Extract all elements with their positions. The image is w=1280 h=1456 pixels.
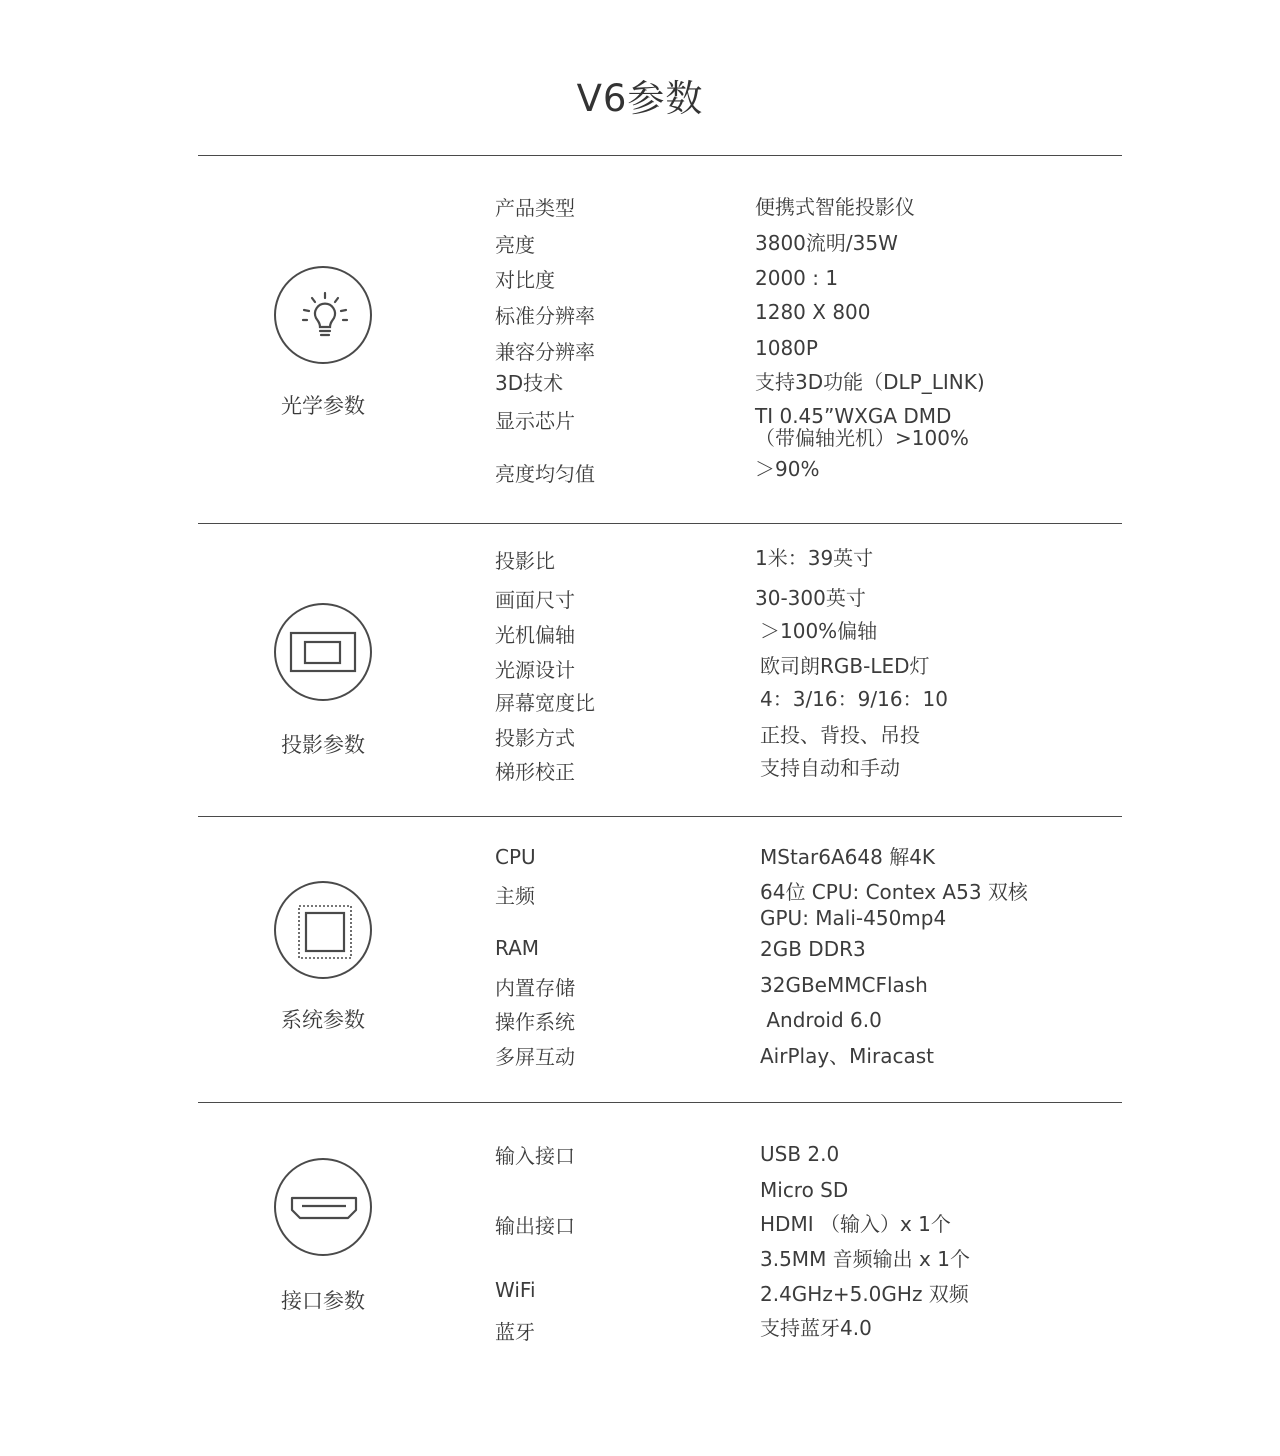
spec-key: 投影比 (495, 549, 555, 573)
spec-key: 输入接口 (495, 1144, 575, 1168)
spec-value: USB 2.0 (760, 1142, 840, 1166)
spec-value: 正投、背投、吊投 (760, 723, 920, 747)
spec-value: 1280 X 800 (755, 300, 871, 324)
spec-key: 光源设计 (495, 658, 575, 682)
page-title: V6参数 (576, 77, 704, 120)
spec-key: 投影方式 (495, 726, 575, 750)
spec-value: 4：3/16：9/16：10 (760, 687, 948, 711)
spec-key: 显示芯片 (495, 409, 575, 433)
spec-value: 欧司朗RGB-LED灯 (760, 654, 930, 678)
spec-key: 主频 (495, 884, 535, 908)
spec-value: MStar6A648 解4K (760, 845, 936, 869)
spec-key: 光机偏轴 (495, 623, 575, 647)
spec-key: 3D技术 (495, 371, 564, 395)
spec-key: 操作系统 (495, 1010, 575, 1034)
spec-value: 便携式智能投影仪 (755, 195, 915, 219)
section-label: 投影参数 (281, 733, 365, 757)
spec-value: 32GBeMMCFlash (760, 973, 928, 997)
spec-key: 内置存储 (495, 976, 575, 1000)
spec-value: 支持自动和手动 (760, 756, 900, 780)
section-label: 接口参数 (281, 1289, 365, 1313)
spec-value: 64位 CPU: Contex A53 双核 (760, 880, 1028, 904)
section-label: 系统参数 (281, 1008, 365, 1032)
spec-key: 兼容分辨率 (495, 340, 595, 364)
spec-value: 2.4GHz+5.0GHz 双频 (760, 1282, 969, 1306)
section-label: 光学参数 (281, 394, 365, 418)
spec-key: RAM (495, 936, 540, 960)
spec-value-line2: Micro SD (760, 1178, 849, 1202)
icon-circle (274, 603, 372, 701)
spec-value: 支持蓝牙4.0 (760, 1316, 872, 1340)
spec-value-line2: （带偏轴光机）>100% (755, 426, 969, 450)
spec-value: Android 6.0 (760, 1008, 882, 1032)
spec-value: TI 0.45”WXGA DMD (755, 404, 952, 428)
spec-key: 梯形校正 (495, 760, 575, 784)
spec-value-line2: GPU: Mali-450mp4 (760, 906, 947, 930)
spec-key: 输出接口 (495, 1214, 575, 1238)
spec-key: CPU (495, 845, 536, 869)
spec-value: AirPlay、Miracast (760, 1044, 934, 1068)
divider (198, 1102, 1122, 1103)
spec-value: 2000 : 1 (755, 266, 839, 290)
spec-value: 2GB DDR3 (760, 937, 866, 961)
spec-value-line2: 3.5MM 音频输出 x 1个 (760, 1247, 970, 1271)
spec-value: 3800流明/35W (755, 231, 898, 255)
divider (198, 816, 1122, 817)
icon-circle (274, 881, 372, 979)
spec-value: 1米：39英寸 (755, 546, 874, 570)
icon-circle (274, 266, 372, 364)
cpu-chip-icon (276, 883, 374, 981)
spec-key: 对比度 (495, 268, 555, 292)
spec-key: 屏幕宽度比 (495, 691, 595, 715)
spec-key: 亮度均匀值 (495, 462, 595, 486)
divider (198, 523, 1122, 524)
spec-key: 蓝牙 (495, 1320, 535, 1344)
spec-value: 1080P (755, 336, 818, 360)
projection-screen-icon (276, 605, 374, 703)
spec-value: HDMI （输入）x 1个 (760, 1212, 951, 1236)
spec-key: 亮度 (495, 233, 535, 257)
icon-circle (274, 1158, 372, 1256)
spec-key: 多屏互动 (495, 1045, 575, 1069)
divider-top (198, 155, 1122, 156)
hdmi-port-icon (276, 1160, 374, 1258)
spec-key: 产品类型 (495, 196, 575, 220)
lightbulb-icon (276, 268, 374, 366)
spec-value: 支持3D功能（DLP_LINK) (755, 370, 985, 394)
spec-value: ＞100%偏轴 (760, 619, 878, 643)
spec-key: 画面尺寸 (495, 588, 575, 612)
spec-key: 标准分辨率 (495, 304, 595, 328)
spec-value: ＞90% (755, 457, 820, 481)
spec-key: WiFi (495, 1278, 536, 1302)
spec-value: 30-300英寸 (755, 586, 866, 610)
